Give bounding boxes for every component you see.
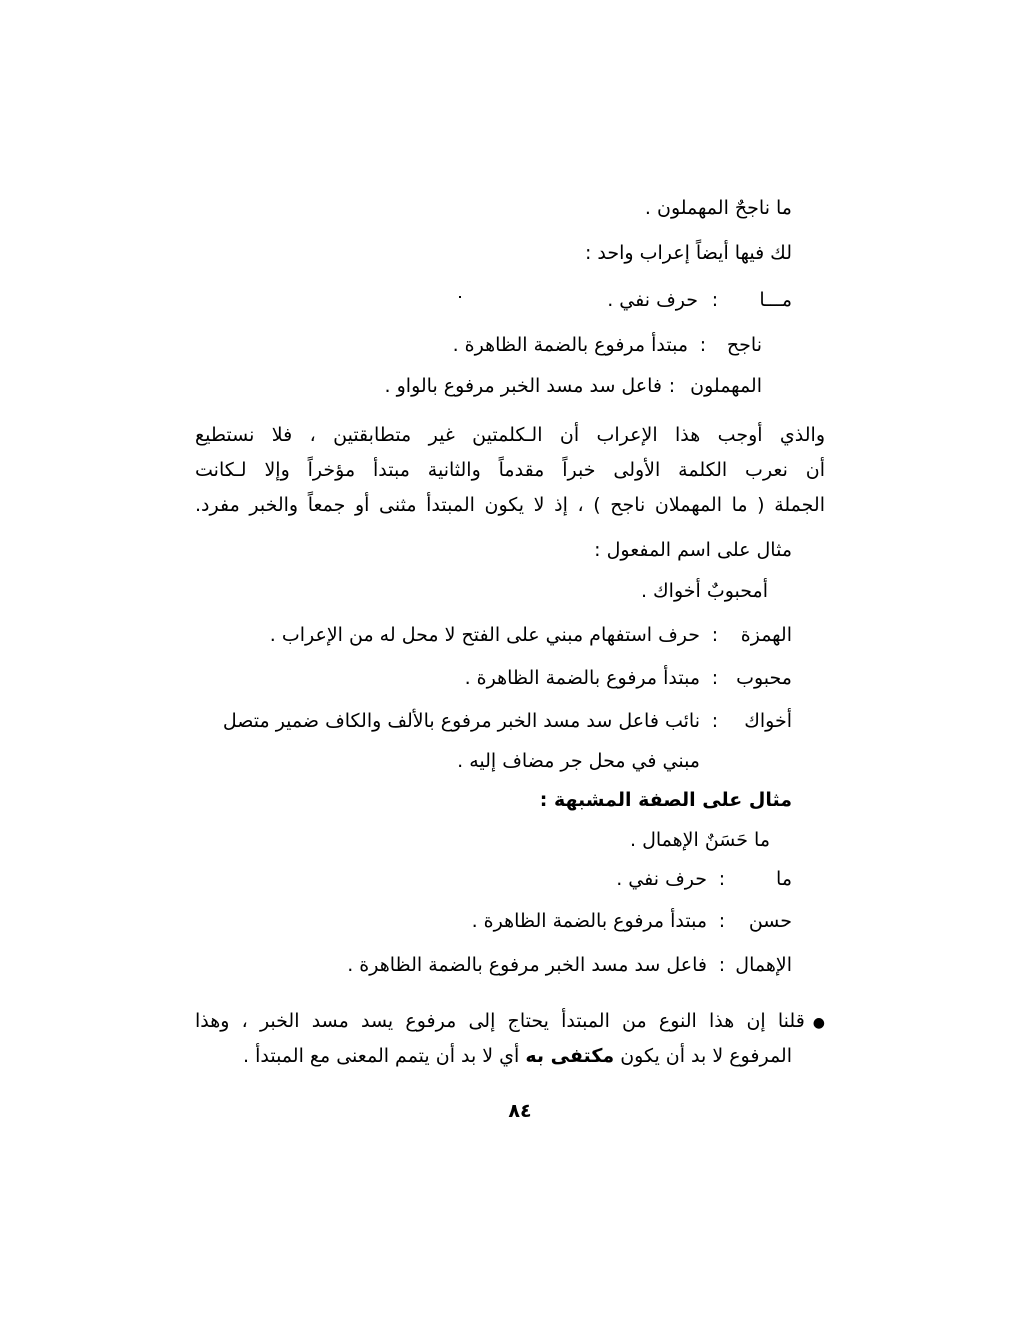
parse-term: محبوب [736, 667, 792, 689]
paragraph-line: الجملة ( ما المهملان ناجح ) ، إذ لا يكون المبتدأ مثنى أو جمعاً والخبر مفرد. [195, 494, 825, 516]
parse-term: الإهمال [735, 954, 792, 976]
parse-desc: فاعل سد مسد الخبر مرفوع بالضمة الظاهرة . [347, 954, 707, 976]
paragraph-line: والذي أوجب هذا الإعراب أن الـكلمتين غير متطابقتين ، فلا نستطيع [195, 424, 825, 446]
footnote-bullet-icon: ● [812, 1015, 825, 1031]
parse-row [453, 332, 762, 358]
parse-row [347, 952, 792, 978]
page-number: ٨٤ [508, 1100, 532, 1122]
parse-desc: مبتدأ مرفوع بالضمة الظاهرة . [452, 334, 688, 356]
parse-desc: مبتدأ مرفوع بالضمة الظاهرة . [464, 667, 700, 689]
example2-heading: مثال على اسم المفعول : [594, 539, 792, 561]
example1-sentence: ما ناجحٌ المهملون . [644, 197, 792, 219]
parse-colon: : [668, 375, 676, 397]
parse-term: المهملون [690, 375, 762, 397]
parse-desc: حرف نفي . [616, 868, 707, 890]
parse-desc: حرف استفهام مبني على الفتح لا محل له من الإعراب . [269, 624, 700, 646]
footnote-text: المرفوع لا بد أن يكون [620, 1045, 792, 1067]
footnote-line [195, 1008, 825, 1036]
scan-speck [459, 296, 461, 298]
parse-desc: نائب فاعل سد مسد الخبر مرفوع بالألف والكاف ضمير متصل [222, 710, 700, 732]
parse-colon: : [711, 289, 719, 311]
parse-term: مـــا [759, 289, 792, 311]
parse-row [616, 866, 792, 892]
parse-term: ما [776, 868, 792, 890]
parse-row [270, 622, 792, 648]
parse-row [472, 908, 792, 934]
example2-sentence: أمحبوبٌ أخواك . [640, 580, 768, 602]
parse-colon: : [718, 910, 726, 932]
example1-intro: لك فيها أيضاً إعراب واحد : [584, 242, 792, 264]
parse-colon: : [718, 954, 726, 976]
parse-term: الهمزة [740, 624, 792, 646]
parse-term: حسن [748, 910, 792, 932]
example3-heading: مثال على الصفة المشبهة : [539, 789, 792, 811]
footnote-bold-phrase: مكتفى به [525, 1045, 615, 1067]
footnote-text: أي لا بد أن يتمم المعنى مع المبتدأ . [243, 1045, 520, 1067]
parse-desc-continued: مبني في محل جر مضاف إليه . [457, 750, 700, 772]
parse-term: أخواك [744, 710, 792, 732]
footnote-line [243, 1043, 792, 1069]
footnote-text: قلنا إن هذا النوع من المبتدأ يحتاج إلى مرفوع يسد مسد الخبر ، وهذا [195, 1010, 805, 1032]
parse-colon: : [699, 334, 707, 356]
parse-desc: فاعل سد مسد الخبر مرفوع بالواو . [384, 375, 662, 397]
parse-row [465, 665, 792, 691]
parse-colon: : [711, 667, 719, 689]
parse-colon: : [711, 710, 719, 732]
parse-desc: حرف نفي . [607, 289, 698, 311]
parse-term: ناجح [726, 334, 762, 356]
parse-colon: : [718, 868, 726, 890]
example3-sentence: ما حَسَنٌ الإهمال . [630, 829, 770, 851]
parse-row [385, 373, 762, 399]
parse-row [607, 287, 792, 313]
paragraph-line: أن نعرب الكلمة الأولى خبراً مقدماً والثانية مبتدأ مؤخراً وإلا لـكانت [195, 459, 825, 481]
parse-colon: : [711, 624, 719, 646]
parse-row [223, 708, 792, 734]
parse-desc: مبتدأ مرفوع بالضمة الظاهرة . [471, 910, 707, 932]
